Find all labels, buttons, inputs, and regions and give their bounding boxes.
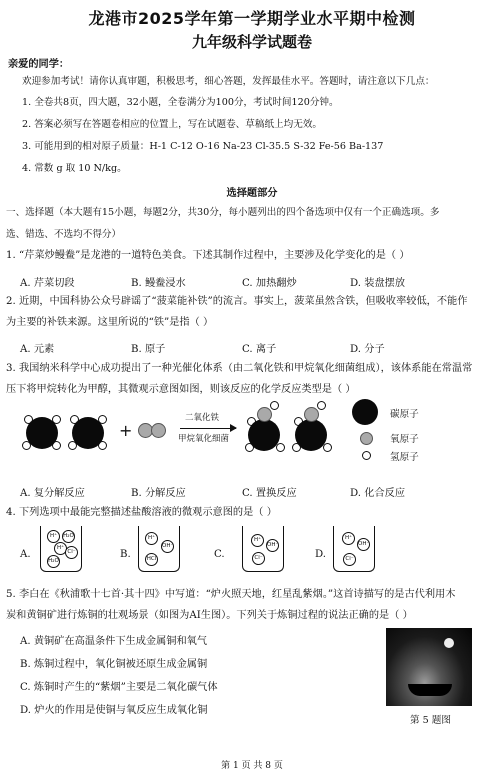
legend-carbon-label: 碳原子 xyxy=(390,409,419,420)
beaker-d xyxy=(333,526,375,572)
legend-hydrogen-label: 氢原子 xyxy=(390,452,419,463)
ion-h: H⁺ xyxy=(54,542,67,555)
greeting: 亲爱的同学： xyxy=(8,59,70,70)
q4-option-b[interactable]: B. xyxy=(120,549,131,560)
figure-caption: 第 5 题图 xyxy=(410,715,451,726)
q1-option-a[interactable]: A. 芹菜切段 xyxy=(20,278,75,289)
q3-option-c[interactable]: C. 置换反应 xyxy=(242,488,297,499)
q4-stem: 4. 下列选项中最能完整描述盐酸溶液的微观示意图的是（ ） xyxy=(6,507,277,518)
q4-option-a[interactable]: A. xyxy=(20,549,31,560)
q3-stem-2: 压下将甲烷转化为甲醇，其微观示意图如图，则该反应的化学反应类型是（ ） xyxy=(6,384,356,395)
ion-oh: OH⁻ xyxy=(266,539,279,552)
note-3: 3. 可能用到的相对原子质量：H-1 C-12 O-16 Na-23 Cl-35.5 S-32 Fe-56 Ba-137 xyxy=(22,141,384,152)
ion-oh: OH⁻ xyxy=(357,538,370,551)
welcome-text: 欢迎参加考试！请你认真审题，积极思考，细心答题，发挥最佳水平。答题时，请注意以下几点： xyxy=(22,76,435,87)
q2-option-a[interactable]: A. 元素 xyxy=(20,344,55,355)
q1-option-b[interactable]: B. 鳗鲞浸水 xyxy=(131,278,186,289)
hydrogen-atom xyxy=(323,443,332,452)
q1-option-c[interactable]: C. 加热翻炒 xyxy=(242,278,297,289)
carbon-atom xyxy=(72,417,104,449)
exam-subtitle: 九年级科学试题卷 xyxy=(191,33,312,51)
oxygen-atom xyxy=(257,407,272,422)
furnace-icon xyxy=(408,684,452,696)
q2-stem-1: 2. 近期，中国科协公众号辟谣了“菠菜能补铁”的流言。事实上，菠菜虽然含铁，但吸收率较低，不能作 xyxy=(6,296,468,307)
hydrogen-atom xyxy=(317,401,326,410)
carbon-atom xyxy=(26,417,58,449)
exam-title: 龙港市2025学年第一学期学业水平期中检测 xyxy=(88,9,416,28)
q3-stem-1: 3. 我国纳米科学中心成功提出了一种光催化体系（由二氧化铁和甲烷氧化细菌组成），该体系能在常温常 xyxy=(6,363,473,374)
q4-option-c[interactable]: C. xyxy=(214,549,225,560)
legend-oxygen-icon xyxy=(360,432,373,445)
smelting-furnace-image xyxy=(386,628,472,706)
page-footer: 第 1 页 共 8 页 xyxy=(221,761,283,771)
beaker-b xyxy=(138,526,180,572)
beaker-a xyxy=(40,526,82,572)
q2-stem-2: 为主要的补铁来源。这里所说的“铁”是指（ ） xyxy=(6,317,214,328)
q1-option-d[interactable]: D. 装盘摆放 xyxy=(350,278,406,289)
q5-stem-2: 炭和黄铜矿进行炼铜的壮观场景（如图为AI生图）。下列关于炼铜过程的说法正确的是（ ） xyxy=(6,610,413,621)
catalyst-label-bottom: 甲烷氧化细菌 xyxy=(178,434,230,444)
section-title: 选择题部分 xyxy=(226,188,278,199)
note-2: 2. 答案必须写在答题卷相应的位置上，写在试题卷、草稿纸上均无效。 xyxy=(22,119,323,130)
ion-h: H⁺ xyxy=(145,532,158,545)
ion-h: H⁺ xyxy=(342,532,355,545)
ion-h: H⁺ xyxy=(47,530,60,543)
q2-option-d[interactable]: D. 分子 xyxy=(350,344,385,355)
catalyst-label-top: 二氧化铁 xyxy=(185,413,220,423)
ion-cl: Cl⁻ xyxy=(343,553,356,566)
ion-cl: Cl⁻ xyxy=(65,546,78,559)
ion-hcl: HCl xyxy=(145,553,158,566)
legend-oxygen-label: 氧原子 xyxy=(390,434,419,445)
oxygen-atom xyxy=(151,423,166,438)
beaker-c xyxy=(242,526,284,572)
ion-cl: Cl⁻ xyxy=(252,552,265,565)
q3-reaction-diagram xyxy=(0,395,504,475)
section-instruction-2: 选、错选、不选均不得分） xyxy=(6,229,122,240)
ion-oh: OH⁻ xyxy=(161,540,174,553)
hydrogen-atom xyxy=(276,443,285,452)
ion-h2o: H₂O xyxy=(47,555,60,568)
plus-sign-icon: + xyxy=(119,421,133,440)
note-1: 1. 全卷共8页，四大题，32小题，全卷满分为100分，考试时间120分钟。 xyxy=(22,97,339,108)
q2-option-b[interactable]: B. 原子 xyxy=(131,344,166,355)
legend-hydrogen-icon xyxy=(362,451,371,460)
oxygen-atom xyxy=(304,407,319,422)
ion-h: H⁺ xyxy=(251,534,264,547)
q3-option-d[interactable]: D. 化合反应 xyxy=(350,488,406,499)
reaction-arrow-icon xyxy=(180,428,236,429)
q4-option-d[interactable]: D. xyxy=(315,549,327,560)
q3-option-b[interactable]: B. 分解反应 xyxy=(131,488,186,499)
note-4: 4. 常数 g 取 10 N/kg。 xyxy=(22,163,127,174)
arrow-head-icon xyxy=(230,424,237,432)
legend-carbon-icon xyxy=(352,399,378,425)
q3-option-a[interactable]: A. 复分解反应 xyxy=(20,488,85,499)
hydrogen-atom xyxy=(270,401,279,410)
moon-icon xyxy=(444,638,454,648)
q5-option-c[interactable]: C. 炼铜时产生的“紫烟”主要是二氧化碳气体 xyxy=(20,682,218,693)
section-instruction-1: 一、选择题（本大题有15小题，每题2分，共30分，每小题列出的四个备选项中仅有一个正确选项。多 xyxy=(6,207,440,218)
q5-option-b[interactable]: B. 炼铜过程中，氧化铜被还原生成金属铜 xyxy=(20,659,208,670)
q2-option-c[interactable]: C. 离子 xyxy=(242,344,277,355)
q1-stem: 1. “芹菜炒鳗鲞”是龙港的一道特色美食。下述其制作过程中，主要涉及化学变化的是（ ） xyxy=(6,250,410,261)
q5-stem-1: 5. 李白在《秋浦歌十七首·其十四》中写道：“炉火照天地，红星乱紫烟。”这首诗描写的是古代利用木 xyxy=(6,589,456,600)
ion-h2o: H₂O xyxy=(62,530,75,543)
q5-option-d[interactable]: D. 炉火的作用是使铜与氧反应生成氧化铜 xyxy=(20,705,208,716)
q5-option-a[interactable]: A. 黄铜矿在高温条件下生成金属铜和氧气 xyxy=(20,636,208,647)
